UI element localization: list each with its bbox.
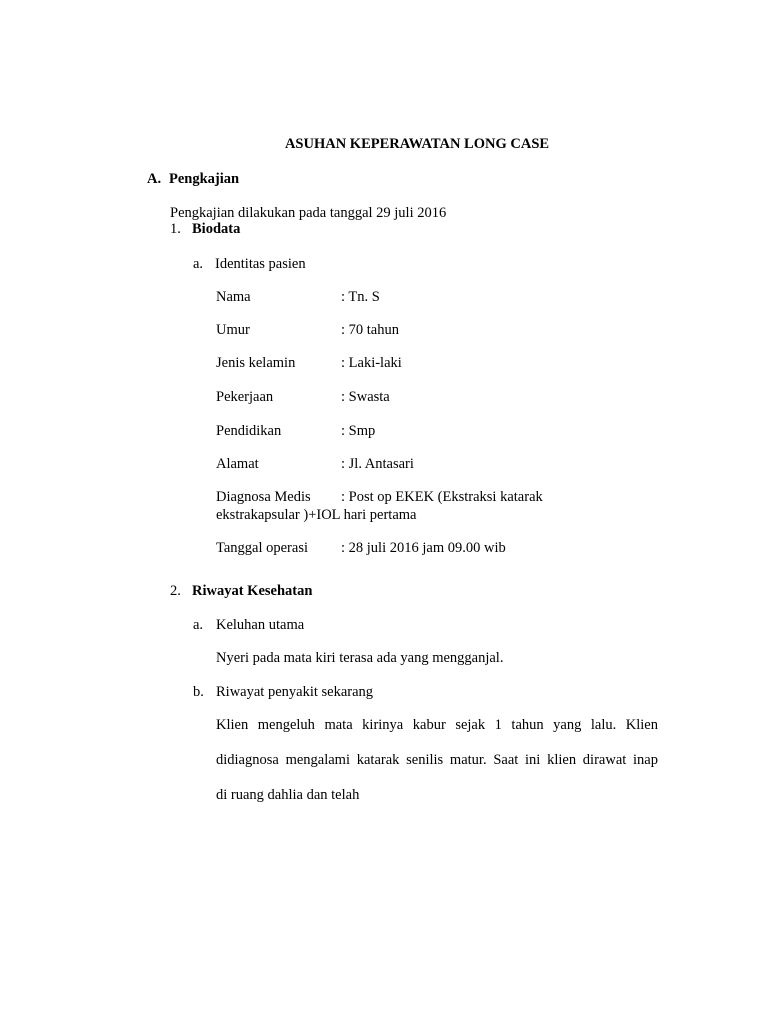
keluhan-marker: a.: [193, 617, 204, 633]
penyakit-marker: b.: [193, 684, 204, 700]
penyakit-line: didiagnosa mengalami katarak senilis matur. Saat ini klien dirawat inap: [216, 752, 658, 768]
field-value: : Tn. S: [341, 289, 380, 305]
field-label: Tanggal operasi: [216, 540, 308, 556]
intro-text: Pengkajian dilakukan pada tanggal 29 juli 2016: [170, 205, 447, 221]
field-value: : Swasta: [341, 389, 390, 405]
field-value: : 70 tahun: [341, 322, 399, 338]
riwayat-heading: Riwayat Kesehatan: [192, 583, 313, 599]
identitas-heading: Identitas pasien: [215, 256, 306, 272]
field-label: Pekerjaan: [216, 389, 274, 405]
section-a-heading: Pengkajian: [169, 171, 240, 187]
field-label: Alamat: [216, 456, 259, 472]
riwayat-number: 2.: [170, 583, 181, 599]
keluhan-heading: Keluhan utama: [216, 617, 305, 633]
penyakit-heading: Riwayat penyakit sekarang: [216, 684, 374, 700]
identitas-marker: a.: [193, 256, 204, 272]
penyakit-line: di ruang dahlia dan telah: [216, 787, 360, 803]
field-value: : Smp: [341, 423, 376, 439]
document-title: ASUHAN KEPERAWATAN LONG CASE: [284, 136, 550, 152]
field-value: : Laki-laki: [341, 355, 402, 371]
keluhan-text: Nyeri pada mata kiri terasa ada yang mengganjal.: [216, 650, 504, 666]
section-a-marker: A.: [147, 171, 162, 187]
field-value-continuation: ekstrakapsular )+IOL hari pertama: [216, 507, 417, 523]
field-value: : Jl. Antasari: [341, 456, 414, 472]
biodata-number: 1.: [170, 221, 181, 237]
field-value: : Post op EKEK (Ekstraksi katarak: [341, 489, 543, 505]
field-label: Umur: [216, 322, 250, 338]
field-value: : 28 juli 2016 jam 09.00 wib: [341, 540, 506, 556]
field-label: Diagnosa Medis: [216, 489, 311, 505]
field-label: Nama: [216, 289, 251, 305]
field-label: Pendidikan: [216, 423, 282, 439]
penyakit-line: Klien mengeluh mata kirinya kabur sejak 1 tahun yang lalu. Klien: [216, 717, 658, 733]
biodata-heading: Biodata: [192, 221, 241, 237]
field-label: Jenis kelamin: [216, 355, 296, 371]
